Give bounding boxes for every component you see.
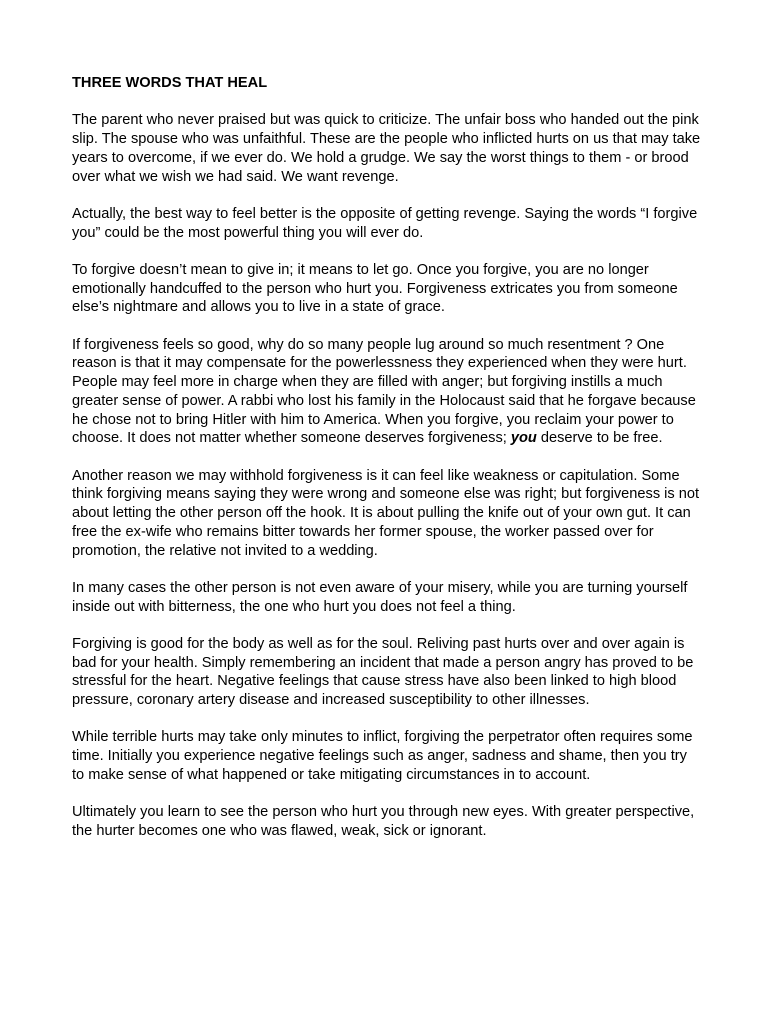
paragraph-8: While terrible hurts may take only minutes to inflict, forgiving the perpetrator often requires some time. Initially you experience negative feelings such as anger, sadness and shame, then you try to make sense of what happened or take mitigating circumstances in to account. (72, 729, 693, 783)
paragraph-6: In many cases the other person is not even aware of your misery, while you are turning yourself inside out with bitterness, the one who hurt you does not feel a thing. (72, 579, 688, 615)
paragraph-9: Ultimately you learn to see the person who hurt you through new eyes. With greater perspective, the hurter becomes one who was flawed, weak, sick or ignorant. (72, 804, 695, 839)
paragraph-4 (72, 336, 702, 448)
paragraph-7: Forgiving is good for the body as well as for the soul. Reliving past hurts over and over again is bad for your health. Simply remembering an incident that made a person angry has proved to be stressful for the heart. Negative feelings that cause stress have also been linked to high blood pressure, coronary artery disease and increased susceptibility to other illnesses. (72, 635, 694, 709)
paragraph-2: Actually, the best way to feel better is the opposite of getting revenge. Saying the words “I forgive you” could be the most powerful thing you will ever do. (72, 205, 698, 241)
paragraph-5: Another reason we may withhold forgiveness is it can feel like weakness or capitulation. Some think forgiving means saying they were wrong and someone else was right; but forgiveness is not about letting the other person off the hook. It is about pulling the knife out of your own gut. It can free the ex-wife who remains bitter towards her former spouse, the worker passed over for promotion, the relative not invited to a wedding. (72, 467, 700, 559)
paragraph-4-text-before: If forgiveness feels so good, why do so many people lug around so much resentment ? One reason is that it may compensate for the powerlessness they experienced when they were hurt. People may feel more in charge when they are filled with anger; but forgiving instills a much greater sense of power. A rabbi who lost his family in the Holocaust said that he forgave because he chose not to bring Hitler with him to America. When you forgive, you reclaim your power to choose. It does not matter whether someone deserves forgiveness; (72, 336, 696, 447)
paragraph-4-text-after: deserve to be free. (536, 430, 663, 447)
document-title: THREE WORDS THAT HEAL (72, 75, 268, 91)
paragraph-1: The parent who never praised but was quick to criticize. The unfair boss who handed out the pink slip. The spouse who was unfaithful. These are the people who inflicted hurts on us that may take years to overcome, if we ever do. We hold a grudge. We say the worst things to them - or brood over what we wish we had said. We want revenge. (72, 112, 701, 185)
paragraph-3: To forgive doesn’t mean to give in; it means to let go. Once you forgive, you are no longer emotionally handcuffed to the person who hurt you. Forgiveness extricates you from someone else’s nightmare and allows you to live in a state of grace. (72, 261, 678, 316)
document-page (72, 74, 702, 859)
paragraph-4-emphasis: you (510, 430, 537, 447)
